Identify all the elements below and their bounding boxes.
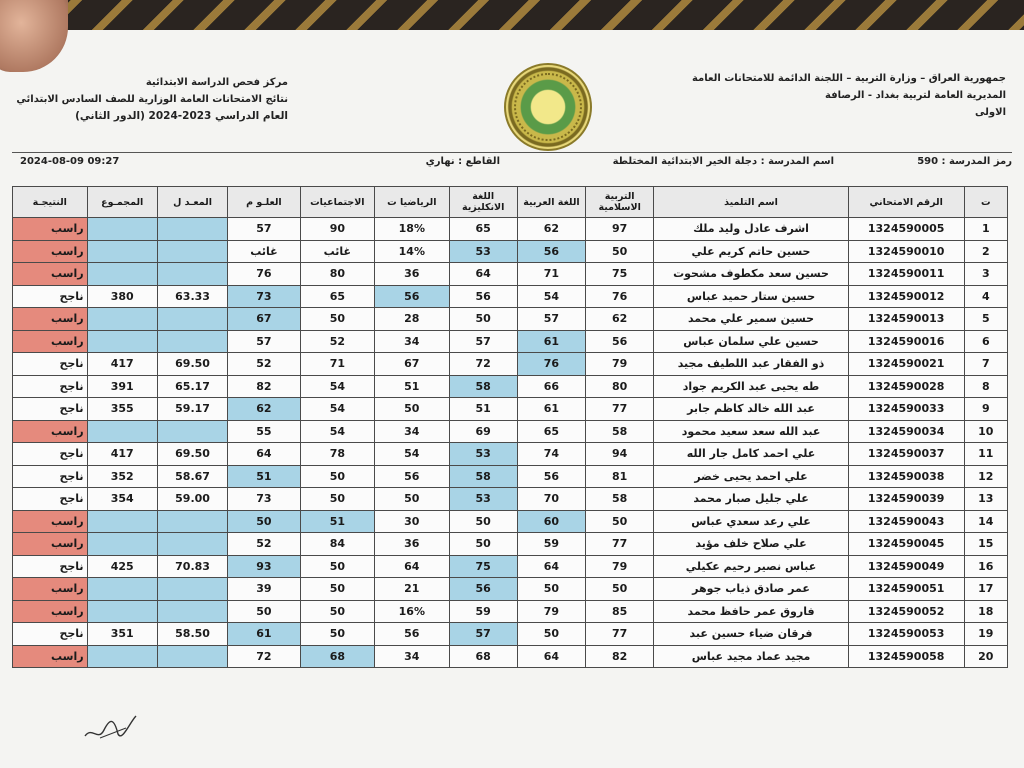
cell-seq: 14 xyxy=(964,510,1007,533)
cell-science: 64 xyxy=(228,443,300,466)
cell-arabic: 54 xyxy=(517,285,585,308)
cell-social: 50 xyxy=(300,465,374,488)
cell-name: علي احمد يحيى خضر xyxy=(654,465,848,488)
exam-center-line: مركز فحص الدراسة الابتدائية xyxy=(145,77,288,88)
cell-avg xyxy=(157,240,227,263)
cell-english: 50 xyxy=(449,510,517,533)
cell-english: 72 xyxy=(449,353,517,376)
cell-result: راسب xyxy=(13,218,88,241)
cell-total: 352 xyxy=(87,465,157,488)
table-header-row xyxy=(13,187,1008,218)
cell-name: علي رعد سعدي عباس xyxy=(654,510,848,533)
cell-total: 351 xyxy=(87,623,157,646)
cell-name: حسين سمير علي محمد xyxy=(654,308,848,331)
table-row xyxy=(13,488,1008,511)
cell-seq: 19 xyxy=(964,623,1007,646)
cell-avg: 70.83 xyxy=(157,555,227,578)
cell-seq: 4 xyxy=(964,285,1007,308)
cell-total: 354 xyxy=(87,488,157,511)
cell-arabic: 56 xyxy=(517,465,585,488)
results-sheet xyxy=(0,30,1024,768)
cell-total: 391 xyxy=(87,375,157,398)
cell-islamic: 77 xyxy=(586,623,654,646)
header-section-line: الاولى xyxy=(975,107,1006,118)
cell-result: راسب xyxy=(13,330,88,353)
cell-seq: 6 xyxy=(964,330,1007,353)
table-body xyxy=(13,218,1008,668)
cell-id: 1324590038 xyxy=(848,465,964,488)
cell-science: 61 xyxy=(228,623,300,646)
cell-math: 18% xyxy=(375,218,449,241)
cell-islamic: 50 xyxy=(586,578,654,601)
cell-result: راسب xyxy=(13,578,88,601)
cell-english: 53 xyxy=(449,443,517,466)
cell-islamic: 85 xyxy=(586,600,654,623)
cell-math: 34 xyxy=(375,420,449,443)
cell-math: 64 xyxy=(375,555,449,578)
cell-islamic: 82 xyxy=(586,645,654,668)
cell-total xyxy=(87,330,157,353)
cell-id: 1324590005 xyxy=(848,218,964,241)
cell-islamic: 94 xyxy=(586,443,654,466)
cell-science: 62 xyxy=(228,398,300,421)
cell-islamic: 81 xyxy=(586,465,654,488)
cell-math: 16% xyxy=(375,600,449,623)
cell-math: 21 xyxy=(375,578,449,601)
cell-seq: 13 xyxy=(964,488,1007,511)
signature-mark xyxy=(80,708,140,748)
cell-result: راسب xyxy=(13,240,88,263)
cell-id: 1324590051 xyxy=(848,578,964,601)
cell-id: 1324590028 xyxy=(848,375,964,398)
cell-id: 1324590039 xyxy=(848,488,964,511)
cell-arabic: 61 xyxy=(517,398,585,421)
cell-science: 93 xyxy=(228,555,300,578)
cell-arabic: 50 xyxy=(517,623,585,646)
cell-arabic: 65 xyxy=(517,420,585,443)
cell-arabic: 76 xyxy=(517,353,585,376)
cell-social: 50 xyxy=(300,578,374,601)
cell-result: راسب xyxy=(13,510,88,533)
cell-seq: 15 xyxy=(964,533,1007,556)
cell-social: 54 xyxy=(300,420,374,443)
cell-seq: 5 xyxy=(964,308,1007,331)
cell-english: 68 xyxy=(449,645,517,668)
cell-social: 54 xyxy=(300,398,374,421)
cell-arabic: 70 xyxy=(517,488,585,511)
cell-math: 30 xyxy=(375,510,449,533)
cell-islamic: 97 xyxy=(586,218,654,241)
cell-science: 73 xyxy=(228,488,300,511)
cell-total xyxy=(87,578,157,601)
column-header: المجمـوع xyxy=(87,187,157,218)
cell-seq: 9 xyxy=(964,398,1007,421)
cell-id: 1324590043 xyxy=(848,510,964,533)
exam-results-title: نتائج الامتحانات العامة الوزارية للصف السادس الابتدائي xyxy=(16,94,288,105)
cell-avg: 69.50 xyxy=(157,443,227,466)
column-header: المعـد ل xyxy=(157,187,227,218)
cell-islamic: 50 xyxy=(586,240,654,263)
cell-id: 1324590021 xyxy=(848,353,964,376)
cell-total xyxy=(87,420,157,443)
cell-english: 59 xyxy=(449,600,517,623)
cell-name: عبد الله خالد كاظم جابر xyxy=(654,398,848,421)
cell-result: ناجح xyxy=(13,443,88,466)
cell-seq: 7 xyxy=(964,353,1007,376)
column-header: العلـو م xyxy=(228,187,300,218)
school-code: رمز المدرسة : 590 xyxy=(917,156,1012,167)
column-header: اسم التلميذ xyxy=(654,187,848,218)
cell-seq: 16 xyxy=(964,555,1007,578)
cell-seq: 12 xyxy=(964,465,1007,488)
cell-seq: 18 xyxy=(964,600,1007,623)
cell-science: 55 xyxy=(228,420,300,443)
school-info-bar xyxy=(12,152,1012,171)
cell-science: 57 xyxy=(228,218,300,241)
cell-total xyxy=(87,533,157,556)
cell-social: 68 xyxy=(300,645,374,668)
cell-seq: 10 xyxy=(964,420,1007,443)
cell-arabic: 61 xyxy=(517,330,585,353)
cell-id: 1324590011 xyxy=(848,263,964,286)
cell-total xyxy=(87,645,157,668)
school-name: اسم المدرسة : دجلة الخير الابتدائية المختلطة xyxy=(612,156,834,167)
cell-total: 417 xyxy=(87,353,157,376)
cell-science: 67 xyxy=(228,308,300,331)
cell-islamic: 77 xyxy=(586,533,654,556)
cell-social: 52 xyxy=(300,330,374,353)
cell-avg xyxy=(157,578,227,601)
cell-math: 56 xyxy=(375,285,449,308)
table-row xyxy=(13,465,1008,488)
cell-math: 67 xyxy=(375,353,449,376)
cell-name: حسين ستار حميد عباس xyxy=(654,285,848,308)
cell-science: غائب xyxy=(228,240,300,263)
cell-total: 355 xyxy=(87,398,157,421)
cell-science: 73 xyxy=(228,285,300,308)
cell-social: 51 xyxy=(300,510,374,533)
cell-result: ناجح xyxy=(13,488,88,511)
column-header: التربية الاسلامية xyxy=(586,187,654,218)
table-row xyxy=(13,443,1008,466)
cell-seq: 17 xyxy=(964,578,1007,601)
cell-id: 1324590034 xyxy=(848,420,964,443)
cell-seq: 8 xyxy=(964,375,1007,398)
cell-result: ناجح xyxy=(13,375,88,398)
table-row xyxy=(13,285,1008,308)
cell-result: ناجح xyxy=(13,465,88,488)
cell-id: 1324590033 xyxy=(848,398,964,421)
cell-arabic: 57 xyxy=(517,308,585,331)
cell-english: 75 xyxy=(449,555,517,578)
cell-english: 51 xyxy=(449,398,517,421)
cell-avg xyxy=(157,330,227,353)
cell-social: 65 xyxy=(300,285,374,308)
cell-avg: 59.00 xyxy=(157,488,227,511)
cell-avg xyxy=(157,218,227,241)
cell-avg: 58.67 xyxy=(157,465,227,488)
cell-avg xyxy=(157,510,227,533)
cell-social: 54 xyxy=(300,375,374,398)
table-row xyxy=(13,263,1008,286)
cell-avg: 59.17 xyxy=(157,398,227,421)
table-row xyxy=(13,645,1008,668)
cell-english: 58 xyxy=(449,465,517,488)
cell-science: 50 xyxy=(228,510,300,533)
cell-math: 34 xyxy=(375,645,449,668)
cell-id: 1324590037 xyxy=(848,443,964,466)
cell-avg xyxy=(157,645,227,668)
cell-name: ذو الفقار عبد اللطيف مجيد xyxy=(654,353,848,376)
cell-name: حسين حاتم كريم علي xyxy=(654,240,848,263)
column-header: الرياضيا ت xyxy=(375,187,449,218)
cell-math: 50 xyxy=(375,488,449,511)
column-header: اللغة الانكليزية xyxy=(449,187,517,218)
table-row xyxy=(13,218,1008,241)
cell-seq: 1 xyxy=(964,218,1007,241)
cell-math: 54 xyxy=(375,443,449,466)
cell-name: علي جليل صبار محمد xyxy=(654,488,848,511)
cell-science: 51 xyxy=(228,465,300,488)
cell-id: 1324590049 xyxy=(848,555,964,578)
cell-total xyxy=(87,218,157,241)
cell-social: 50 xyxy=(300,623,374,646)
cell-social: 71 xyxy=(300,353,374,376)
cell-islamic: 58 xyxy=(586,488,654,511)
table-row xyxy=(13,398,1008,421)
cell-name: حسين علي سلمان عباس xyxy=(654,330,848,353)
cell-social: 78 xyxy=(300,443,374,466)
cell-islamic: 56 xyxy=(586,330,654,353)
column-header: اللغة العربية xyxy=(517,187,585,218)
academic-year-line: العام الدراسي 2023-2024 (الدور الثاني) xyxy=(75,110,288,122)
cell-result: راسب xyxy=(13,600,88,623)
cell-id: 1324590053 xyxy=(848,623,964,646)
header-directorate-line: المديرية العامة لتربية بغداد - الرصافة xyxy=(825,90,1006,101)
cell-avg: 63.33 xyxy=(157,285,227,308)
cell-avg xyxy=(157,308,227,331)
cell-id: 1324590012 xyxy=(848,285,964,308)
cell-social: 50 xyxy=(300,488,374,511)
cell-english: 58 xyxy=(449,375,517,398)
cell-english: 65 xyxy=(449,218,517,241)
cell-avg xyxy=(157,600,227,623)
table-row xyxy=(13,623,1008,646)
print-timestamp: 09:27 2024-08-09 xyxy=(20,156,120,167)
cell-social: 50 xyxy=(300,600,374,623)
cell-math: 51 xyxy=(375,375,449,398)
cell-name: طه يحيى عبد الكريم جواد xyxy=(654,375,848,398)
cell-social: 50 xyxy=(300,308,374,331)
cell-result: راسب xyxy=(13,533,88,556)
cell-math: 34 xyxy=(375,330,449,353)
cell-islamic: 76 xyxy=(586,285,654,308)
cell-science: 39 xyxy=(228,578,300,601)
cell-total: 380 xyxy=(87,285,157,308)
cell-name: علي صلاح خلف مؤيد xyxy=(654,533,848,556)
cell-science: 50 xyxy=(228,600,300,623)
cell-arabic: 50 xyxy=(517,578,585,601)
cell-seq: 20 xyxy=(964,645,1007,668)
cell-math: 56 xyxy=(375,623,449,646)
cell-name: فرقان ضياء حسين عبد xyxy=(654,623,848,646)
cell-result: ناجح xyxy=(13,555,88,578)
cell-math: 56 xyxy=(375,465,449,488)
cell-name: عبد الله سعد سعيد محمود xyxy=(654,420,848,443)
cell-result: ناجح xyxy=(13,623,88,646)
cell-avg xyxy=(157,263,227,286)
cell-result: راسب xyxy=(13,263,88,286)
table-row xyxy=(13,555,1008,578)
cell-avg xyxy=(157,420,227,443)
cell-result: ناجح xyxy=(13,398,88,421)
cell-islamic: 80 xyxy=(586,375,654,398)
cell-avg: 65.17 xyxy=(157,375,227,398)
cell-arabic: 56 xyxy=(517,240,585,263)
cell-avg xyxy=(157,533,227,556)
cell-science: 52 xyxy=(228,533,300,556)
table-row xyxy=(13,578,1008,601)
cell-math: 28 xyxy=(375,308,449,331)
cell-id: 1324590045 xyxy=(848,533,964,556)
cell-total: 425 xyxy=(87,555,157,578)
cell-english: 64 xyxy=(449,263,517,286)
column-header: الرقم الامتحاني xyxy=(848,187,964,218)
cell-math: 36 xyxy=(375,263,449,286)
cell-avg: 58.50 xyxy=(157,623,227,646)
cell-islamic: 50 xyxy=(586,510,654,533)
cell-id: 1324590058 xyxy=(848,645,964,668)
table-row xyxy=(13,330,1008,353)
cell-name: مجيد عماد مجيد عباس xyxy=(654,645,848,668)
column-header: ت xyxy=(964,187,1007,218)
table-row xyxy=(13,308,1008,331)
cell-result: ناجح xyxy=(13,285,88,308)
cell-id: 1324590013 xyxy=(848,308,964,331)
cell-name: عمر صادق ذياب جوهر xyxy=(654,578,848,601)
cell-avg: 69.50 xyxy=(157,353,227,376)
cell-arabic: 59 xyxy=(517,533,585,556)
cell-total xyxy=(87,510,157,533)
cell-id: 1324590010 xyxy=(848,240,964,263)
cell-result: راسب xyxy=(13,420,88,443)
table-row xyxy=(13,375,1008,398)
results-table xyxy=(12,186,1008,668)
cell-social: غائب xyxy=(300,240,374,263)
cell-english: 56 xyxy=(449,578,517,601)
cell-english: 69 xyxy=(449,420,517,443)
table-row xyxy=(13,240,1008,263)
column-header: النتيجـة xyxy=(13,187,88,218)
cell-name: اشرف عادل وليد ملك xyxy=(654,218,848,241)
cell-islamic: 79 xyxy=(586,555,654,578)
cell-seq: 3 xyxy=(964,263,1007,286)
cell-name: حسين سعد مكطوف مشحوت xyxy=(654,263,848,286)
cell-islamic: 58 xyxy=(586,420,654,443)
table-row xyxy=(13,510,1008,533)
cell-math: 50 xyxy=(375,398,449,421)
cell-english: 50 xyxy=(449,533,517,556)
cell-science: 72 xyxy=(228,645,300,668)
cell-islamic: 79 xyxy=(586,353,654,376)
cell-name: فاروق عمر حافظ محمد xyxy=(654,600,848,623)
cell-total: 417 xyxy=(87,443,157,466)
cell-english: 56 xyxy=(449,285,517,308)
cell-arabic: 74 xyxy=(517,443,585,466)
cell-arabic: 60 xyxy=(517,510,585,533)
cell-islamic: 62 xyxy=(586,308,654,331)
table-row xyxy=(13,420,1008,443)
cell-social: 90 xyxy=(300,218,374,241)
cell-total xyxy=(87,308,157,331)
cell-islamic: 75 xyxy=(586,263,654,286)
column-header: الاجتماعيات xyxy=(300,187,374,218)
cell-name: عباس نصير رحيم عكيلي xyxy=(654,555,848,578)
cell-science: 57 xyxy=(228,330,300,353)
cell-science: 82 xyxy=(228,375,300,398)
cell-social: 84 xyxy=(300,533,374,556)
table-row xyxy=(13,600,1008,623)
cell-english: 57 xyxy=(449,330,517,353)
cell-math: 14% xyxy=(375,240,449,263)
ministry-seal-icon xyxy=(504,63,592,151)
cell-arabic: 71 xyxy=(517,263,585,286)
header-exam-center xyxy=(18,74,288,125)
cell-seq: 11 xyxy=(964,443,1007,466)
cell-result: راسب xyxy=(13,645,88,668)
cell-total xyxy=(87,263,157,286)
cell-math: 36 xyxy=(375,533,449,556)
cell-english: 53 xyxy=(449,488,517,511)
cell-english: 50 xyxy=(449,308,517,331)
cell-social: 50 xyxy=(300,555,374,578)
cell-result: ناجح xyxy=(13,353,88,376)
cell-science: 52 xyxy=(228,353,300,376)
cell-science: 76 xyxy=(228,263,300,286)
cell-arabic: 66 xyxy=(517,375,585,398)
table-row xyxy=(13,353,1008,376)
header-ministry-line: جمهورية العراق – وزارة التربية – اللجنة الدائمة للامتحانات العامة xyxy=(691,73,1006,84)
cell-id: 1324590016 xyxy=(848,330,964,353)
cell-english: 53 xyxy=(449,240,517,263)
cell-arabic: 64 xyxy=(517,555,585,578)
cell-islamic: 77 xyxy=(586,398,654,421)
cell-english: 57 xyxy=(449,623,517,646)
cell-result: راسب xyxy=(13,308,88,331)
cell-name: علي احمد كامل جار الله xyxy=(654,443,848,466)
cell-arabic: 62 xyxy=(517,218,585,241)
cell-total xyxy=(87,240,157,263)
cell-arabic: 64 xyxy=(517,645,585,668)
header-ministry xyxy=(691,70,1006,121)
cell-id: 1324590052 xyxy=(848,600,964,623)
cell-total xyxy=(87,600,157,623)
cell-seq: 2 xyxy=(964,240,1007,263)
table-row xyxy=(13,533,1008,556)
cell-arabic: 79 xyxy=(517,600,585,623)
cell-social: 80 xyxy=(300,263,374,286)
sector: القاطع : نهاري xyxy=(425,156,500,167)
